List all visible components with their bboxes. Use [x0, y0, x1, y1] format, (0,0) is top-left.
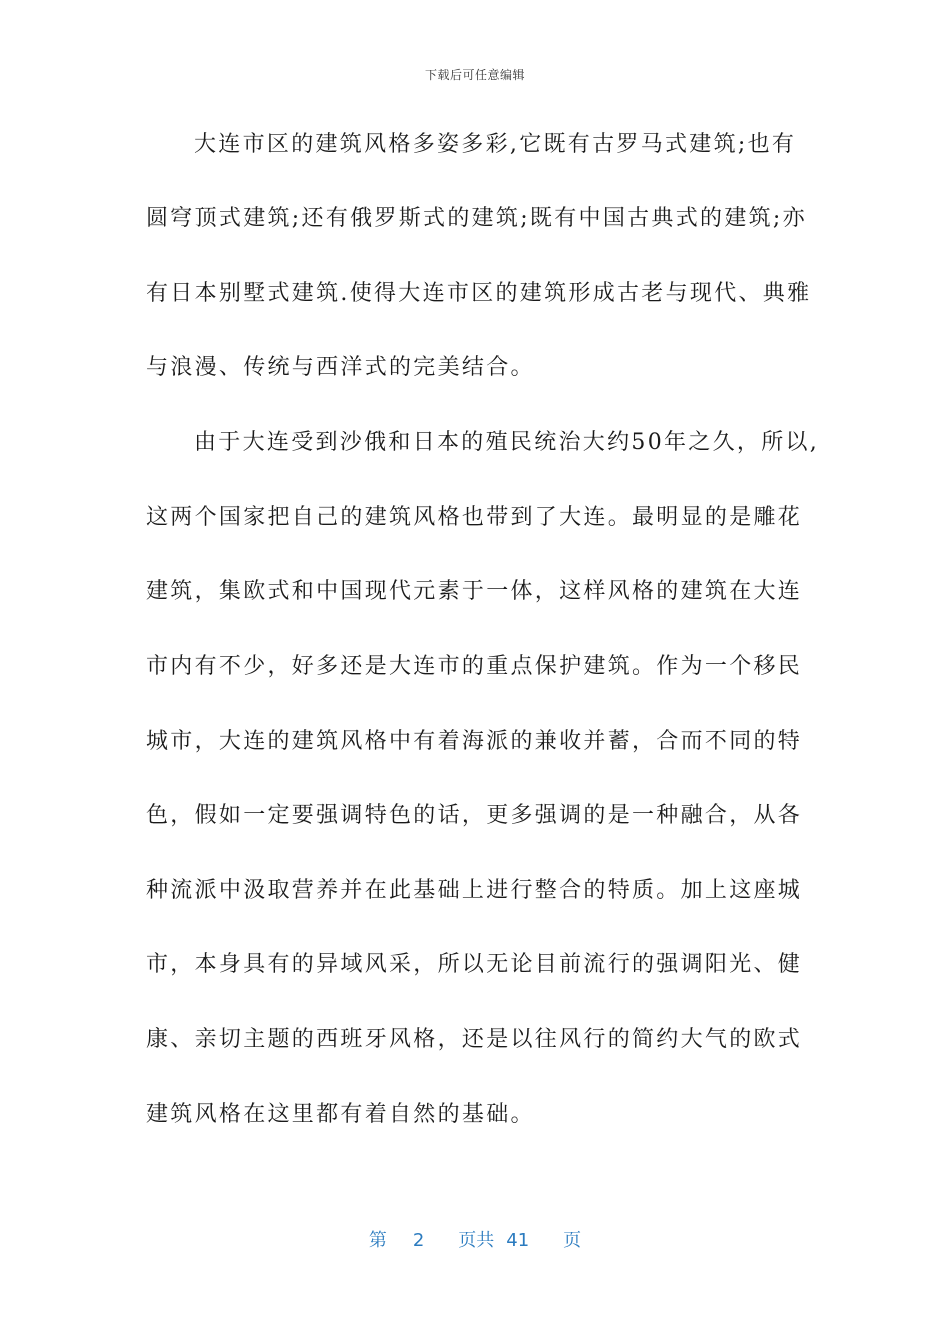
text-line: 由于大连受到沙俄和日本的殖民统治大约50年之久，所以,: [194, 430, 820, 455]
page-footer: [0, 1226, 950, 1252]
text-line: 圆穹顶式建筑;还有俄罗斯式的建筑;既有中国古典式的建筑;亦: [146, 206, 807, 231]
text-line: 康、亲切主题的西班牙风格，还是以往风行的简约大气的欧式: [146, 1027, 803, 1052]
text-line: 建筑风格在这里都有着自然的基础。: [146, 1102, 535, 1127]
text-line: 色，假如一定要强调特色的话，更多强调的是一种融合，从各: [146, 803, 803, 828]
text-line: 大连市区的建筑风格多姿多彩,它既有古罗马式建筑;也有: [194, 132, 797, 157]
text-line: 种流派中汲取营养并在此基础上进行整合的特质。加上这座城: [146, 878, 803, 903]
text-line: 与浪漫、传统与西洋式的完美结合。: [146, 355, 535, 380]
current-page-number: 2: [412, 1230, 425, 1251]
footer-middle: 页共: [458, 1230, 495, 1251]
text-line: 有日本别墅式建筑.使得大连市区的建筑形成古老与现代、典雅: [146, 281, 812, 306]
text-line: 市，本身具有的异域风采，所以无论目前流行的强调阳光、健: [146, 952, 803, 977]
footer-suffix: 页: [563, 1230, 582, 1251]
text-line: 城市，大连的建筑风格中有着海派的兼收并蓄，合而不同的特: [146, 729, 803, 754]
text-line: 市内有不少，好多还是大连市的重点保护建筑。作为一个移民: [146, 654, 803, 679]
text-line: 建筑，集欧式和中国现代元素于一体，这样风格的建筑在大连: [146, 579, 803, 604]
footer-prefix: 第: [368, 1230, 387, 1251]
total-page-number: 41: [506, 1230, 530, 1251]
header-note: 下载后可任意编辑: [424, 68, 525, 82]
text-line: 这两个国家把自己的建筑风格也带到了大连。最明显的是雕花: [146, 505, 803, 530]
